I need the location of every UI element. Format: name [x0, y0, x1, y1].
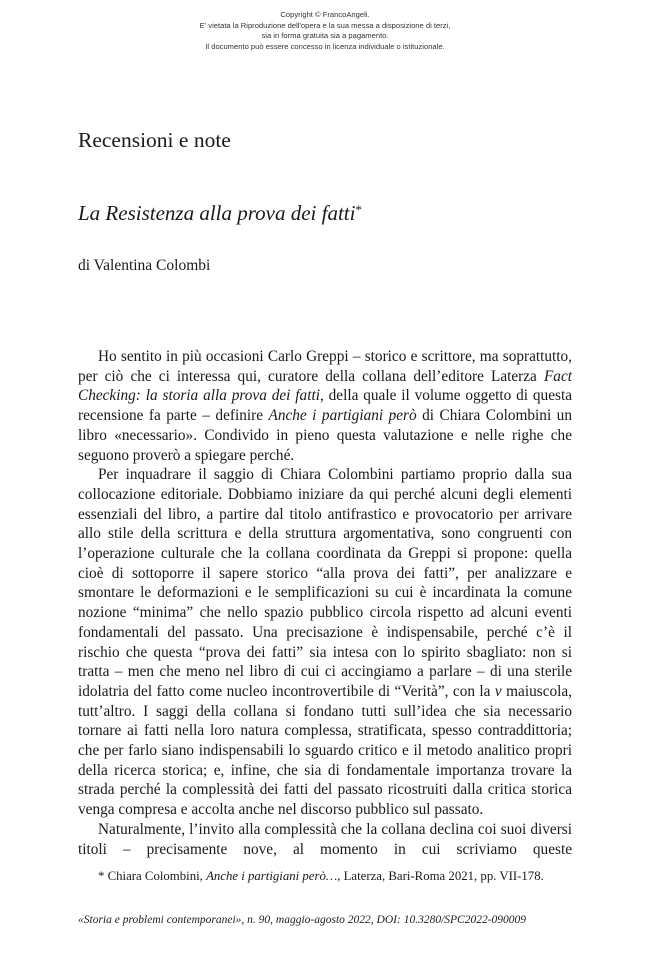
copyright-line: Il documento può essere concesso in licenza individuale o istituzionale.: [205, 41, 445, 51]
article-author: di Valentina Colombi: [78, 257, 211, 274]
paragraph: Per inquadrare il saggio di Chiara Colombini partiamo proprio dalla sua collocazione editoriale. Dobbiamo iniziare da qui perché alcuni degli elementi essenziali del libro, a partire dal titolo antifrastico e provocatorio per arrivare allo stile della scrittura e della struttura argomentativa, sono congruenti con l’operazione culturale che la collana coordinata da Greppi si propone: quella cioè di sottoporre il sapere storico “alla prova dei fatti”, per analizzare e smontare le deformazioni e le semplificazioni su cui è incardinata la comune nozione “minima” che nello spazio pubblico circola rispetto ad alcuni eventi fondamentali del passato. Una precisazione è indispensabile, perché c’è il rischio che questa “prova dei fatti” sia intesa con lo spirito sbagliato: non si tratta – men che meno nel libro di cui ci accingiamo a parlare – di una sterile idolatria del fatto come nucleo incontrovertibile di “Verità”, con la v maiuscola, tutt’altro. I saggi della collana si fondano tutti sull’idea che sia necessario tornare ai fatti nella loro natura complessa, stratificata, spesso contraddittoria; che per farlo siano indispensabili lo sguardo critico e il metodo analitico propri della ricerca storica; e, infine, che sia di fondamentale importanza trovare la strada perché la complessità dei fatti del passato ricostruiti dalla critica storica venga compresa e accolta anche nel discorso pubblico sul passato.: [78, 466, 573, 819]
article-title: [78, 201, 362, 226]
copyright-notice: [0, 10, 650, 52]
footnote-marker: *: [355, 202, 362, 217]
journal-citation: «Storia e problemi contemporanei», n. 90, maggio-agosto 2022, DOI: 10.3280/SPC2022-090009: [78, 914, 527, 926]
copyright-line: E' vietata la Riproduzione dell'opera e la sua messa a disposizione di terzi,: [199, 20, 451, 30]
paragraph: Naturalmente, l’invito alla complessità che la collana declina coi suoi diversi titoli – precisamente nove, al momento in cui scriviamo queste: [78, 820, 572, 858]
paragraph: Ho sentito in più occasioni Carlo Greppi – storico e scrittore, ma soprattutto, per ciò che ci interessa qui, curatore della collana dell’editore Laterza Fact Checking: la storia alla prova dei fatti, della quale il volume oggetto di questa recensione fa parte – definire Anche i partigiani però di Chiara Colombini un libro «necessario». Condivido in pieno questa valutazione e nelle righe che seguono proverò a spiegare perché.: [78, 348, 572, 464]
article-title-text: La Resistenza alla prova dei fatti: [78, 201, 356, 225]
footnote: * Chiara Colombini, Anche i partigiani però…, Laterza, Bari-Roma 2021, pp. VII-178.: [98, 869, 544, 883]
article-body: [78, 347, 572, 859]
copyright-line: Copyright © FrancoAngeli.: [280, 10, 370, 19]
copyright-line: sia in forma gratuita sia a pagamento.: [261, 31, 389, 41]
section-title: Recensioni e note: [78, 128, 231, 152]
